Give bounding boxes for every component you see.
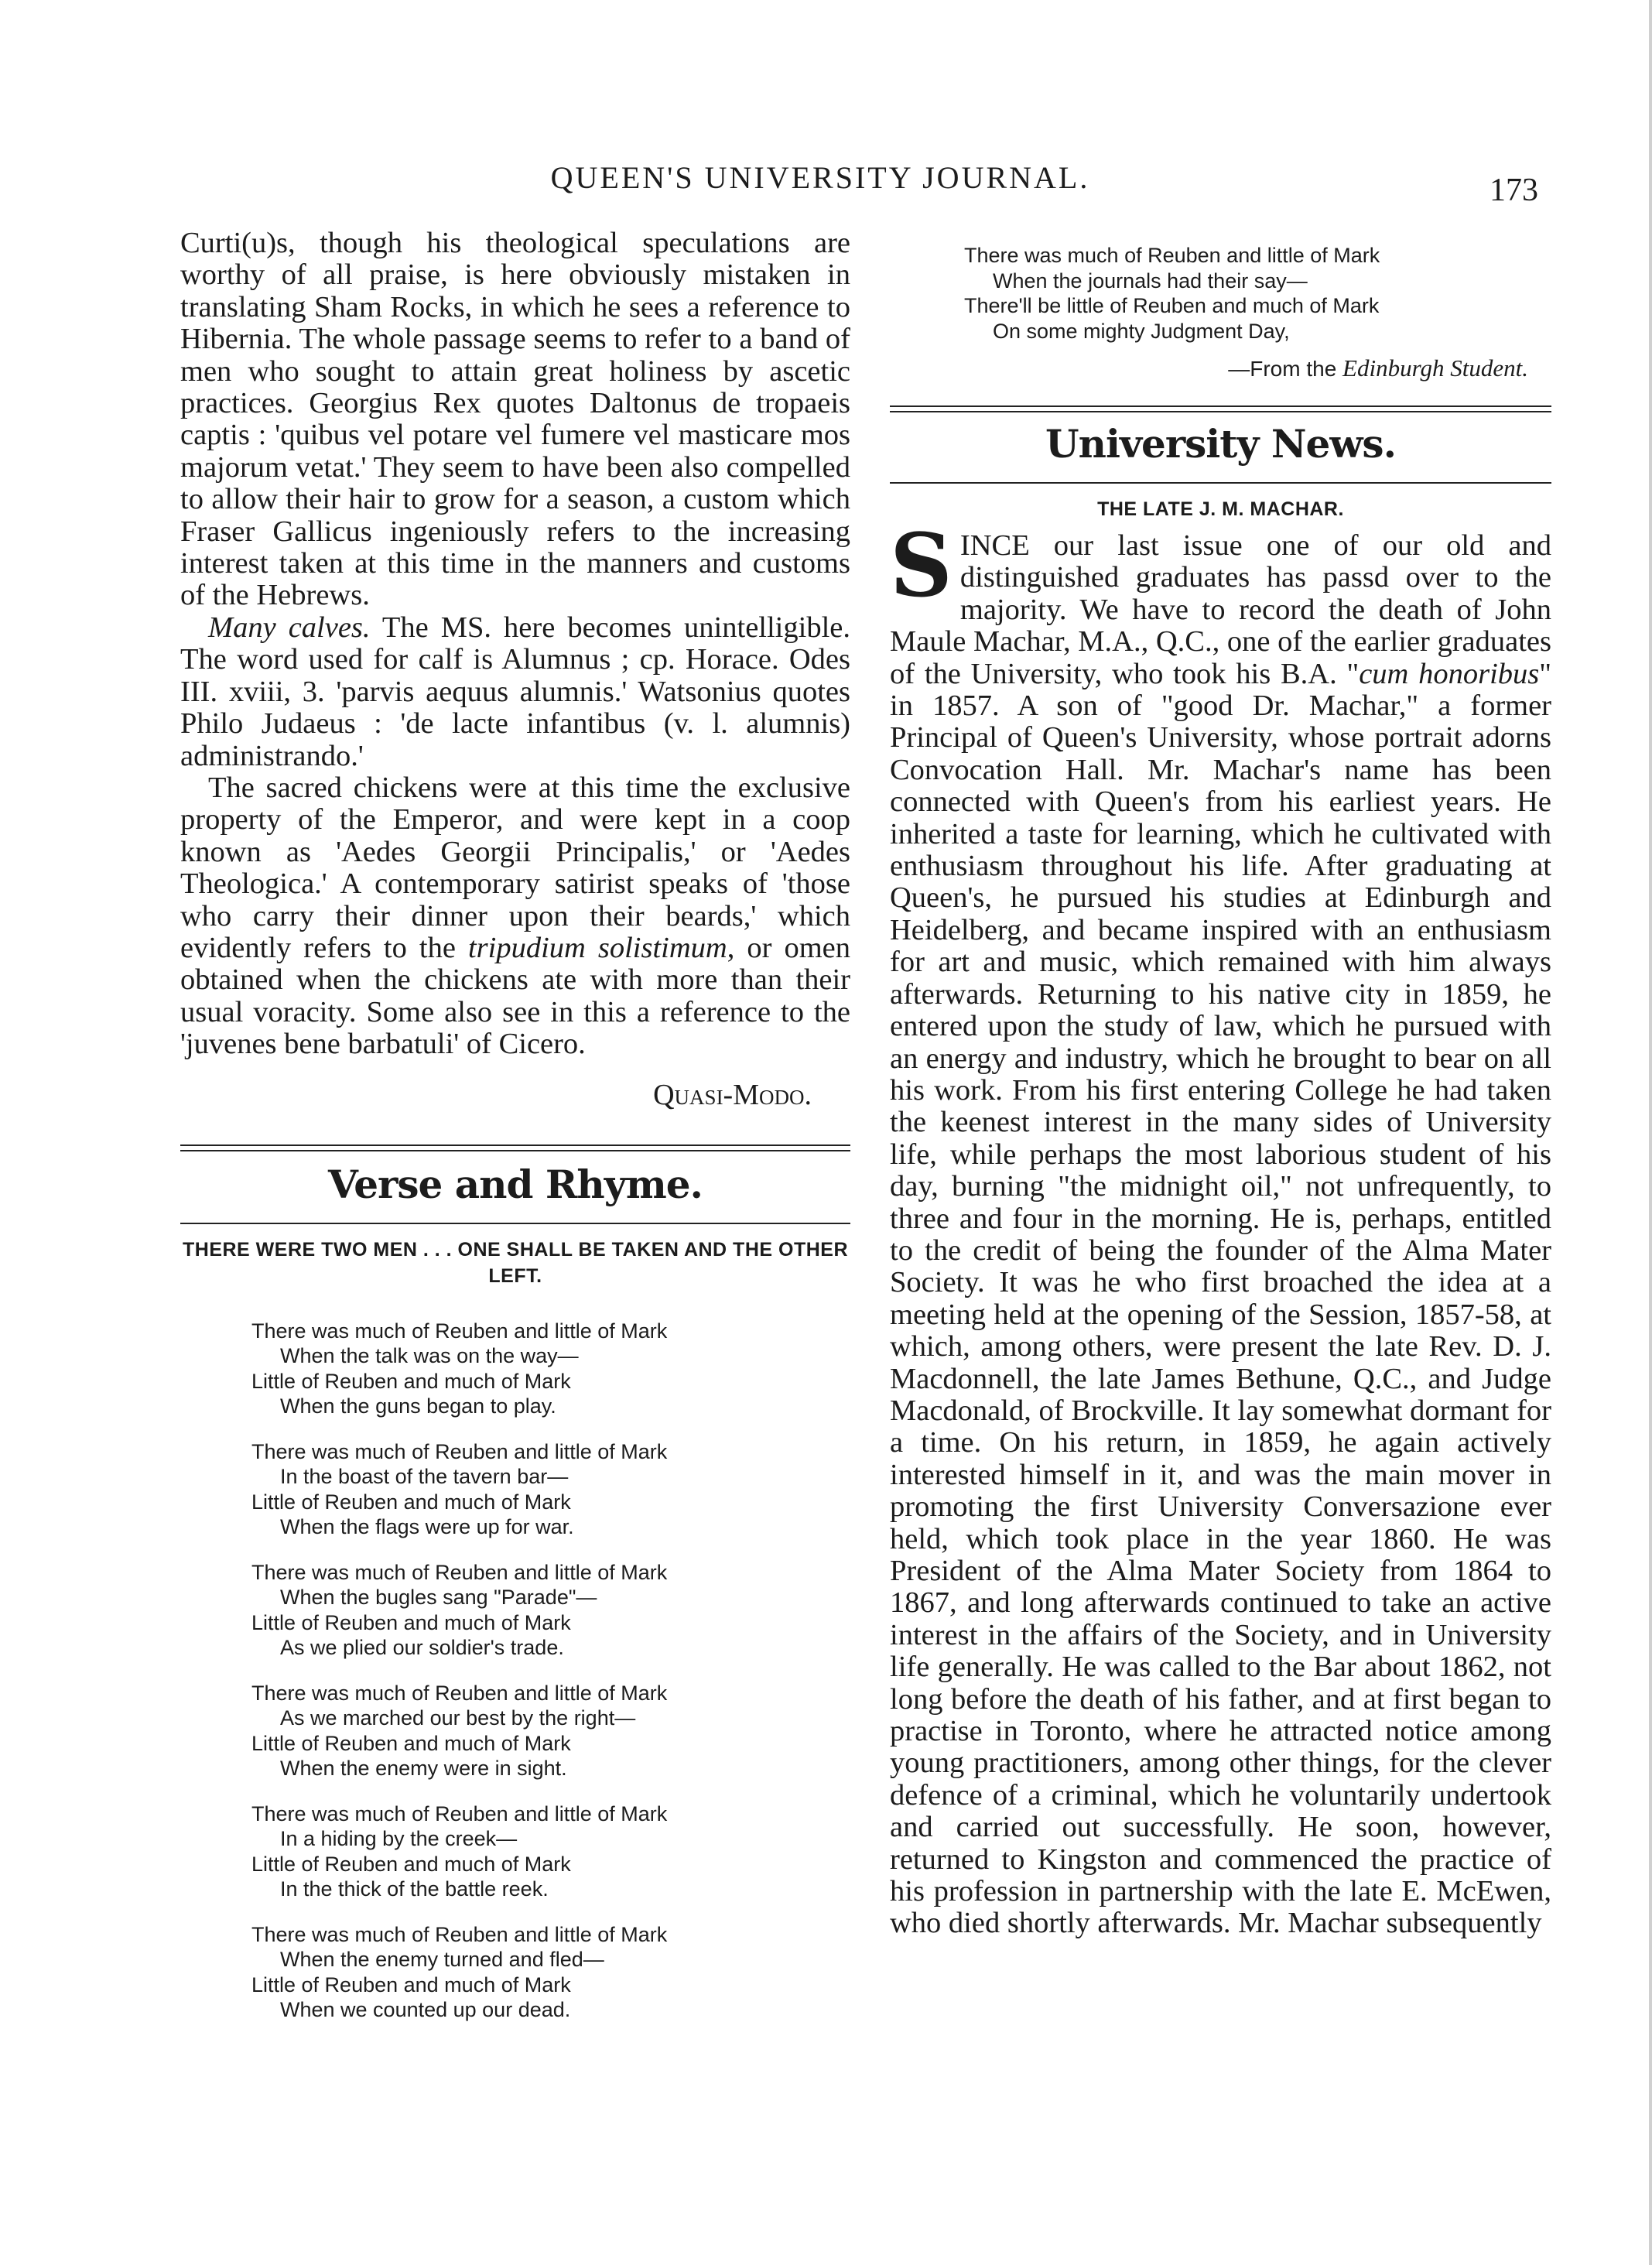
paragraph-text: The MS. here becomes unintelligible. The word used for calf is Alumnus ; cp. Horace. Odes III. xviii, 3. 'parvis aequus alumnis.' Watsonius quotes Philo Judaeus : 'de lacte infantibus (v. l. alumnis) administrando.': [180, 611, 850, 772]
poem-line: When the enemy were in sight.: [280, 1757, 567, 1781]
poem-line: When the flags were up for war.: [280, 1515, 574, 1539]
section-divider: [180, 1144, 850, 1151]
poem-line: When we counted up our dead.: [280, 1998, 571, 2022]
credit-prefix: —From the: [1228, 357, 1343, 381]
paragraph-text: " in 1857. A son of "good Dr. Machar," a former Principal of Queen's University, whose portrait adorns Convocation Hall. Mr. Machar's name has been connected with Queen's from his earliest years. He inherited a taste for learning, which he cultivated with enthusiasm throughout his life. After graduating at Queen's, he pursued his studies at Edinburgh and Heidelberg, and became inspired with an enthusiasm for art and music, which remained with him always afterwards. Returning to his native city in 1859, he entered upon the study of law, which he pursued with an energy and industry, which he brought to bear on all his work. From his first entering College he had taken the keenest interest in the many sides of University life, while perhaps the most laborious student of his day, burning "the midnight oil," not unfrequently, to three and four in the morning. He is, perhaps, entitled to the credit of being the founder of the Alma Mater Society. It was he who first broached the idea at a meeting held at the opening of the Session, 1857-58, at which, among others, were present the late Rev. D. J. Macdonnell, the late James Bethune, Q.C., and Judge Macdonald, of Brockville. It lay somewhat dormant for a time. On his return, in 1859, he again actively interested himself in it, and was the main mover in promoting the first University Conversazione ever held, which took place in the year 1860. He was President of the Alma Mater Society from 1864 to 1867, and long afterwards continued to take an active interest in the affairs of the Society, and in University life generally. He was called to the Bar about 1862, not long before the death of his father, and at first began to practise in Toronto, where he attracted notice among young practitioners, among other things, for the clever defence of a criminal, which he voluntarily undertook and carried out successfully. He soon, however, returned to Kingston and commenced the practice of his profession in partnership with the late E. McEwen, who died shortly afterwards. Mr. Machar subsequently: [890, 657, 1551, 1940]
poem-line: There'll be little of Reuben and much of Mark: [964, 294, 1380, 317]
poem-credit: [890, 354, 1528, 382]
paragraph-curtius: [180, 228, 850, 612]
poem-line: There was much of Reuben and little of Mark: [251, 1922, 668, 1946]
poem-line: In the thick of the battle reek.: [280, 1877, 549, 1901]
poem-line: As we plied our soldier's trade.: [280, 1636, 564, 1660]
right-column: [890, 228, 1551, 1940]
italic-phrase: cum honoribus: [1359, 657, 1540, 690]
signature: Quasi-Modo.: [653, 1078, 812, 1111]
stanza: [964, 243, 1551, 344]
italic-lead: Many calves.: [208, 611, 371, 644]
poem-line: When the guns began to play.: [280, 1394, 556, 1418]
poem-line: There was much of Reuben and little of Mark: [251, 1319, 668, 1343]
section-heading-verse: Verse and Rhyme.: [328, 1161, 703, 1207]
poem-line: Little of Reuben and much of Mark: [251, 1852, 571, 1876]
page-number: 173: [1490, 173, 1538, 208]
article-body: [890, 515, 1551, 1940]
poem: [251, 1319, 850, 2023]
poem-line: There was much of Reuben and little of Mark: [251, 1439, 668, 1463]
poem-line: There was much of Reuben and little of Mark: [251, 1560, 668, 1584]
poem-line: On some mighty Judgment Day,: [993, 319, 1290, 343]
poem-title: THERE WERE TWO MEN . . . ONE SHALL BE TAKEN AND THE OTHER LEFT.: [183, 1238, 848, 1287]
drop-cap: S: [890, 515, 953, 617]
poem-line: Little of Reuben and much of Mark: [251, 1610, 571, 1634]
stanza: [251, 1319, 850, 1419]
poem-line: When the enemy turned and fled—: [280, 1948, 604, 1972]
article-title: THE LATE J. M. MACHAR.: [1097, 498, 1344, 520]
heading-rule: [890, 482, 1551, 484]
stanza: [251, 1681, 850, 1781]
paragraph-text: The sacred chickens were at this time the exclusive property of the Emperor, and were kept in a coop known as 'Aedes Georgii Principalis,' or 'Aedes Theologica.' A contemporary satirist speaks of 'those who carry their dinner upon their beards,' which evidently refers to the: [180, 771, 850, 964]
paragraph-text: INCE our last issue one of our old and distinguished graduates has passd over to the majority. We have to record the death of John Maule Machar, M.A., Q.C., one of the earlier graduates of the University, who took his B.A. ": [890, 529, 1551, 690]
left-prose: [180, 228, 850, 1061]
poem-line: There was much of Reuben and little of Mark: [964, 244, 1380, 267]
paragraph-text: , or omen obtained when the chickens ate with more than their usual voracity. Some also see in this a reference to the 'juvenes bene barbatuli' of Cicero.: [180, 931, 851, 1061]
running-title: QUEEN'S UNIVERSITY JOURNAL.: [550, 160, 1090, 195]
section-heading-university-news: University News.: [1045, 421, 1396, 467]
poem-line: As we marched our best by the right—: [280, 1706, 636, 1730]
section-divider: [890, 405, 1551, 412]
poem-line: Little of Reuben and much of Mark: [251, 1731, 571, 1755]
italic-phrase: tripudium solistimum: [467, 931, 727, 964]
article-paragraph: [890, 515, 1551, 1940]
credit-source: Edinburgh Student.: [1342, 354, 1528, 381]
poem-final-stanza: [964, 243, 1551, 344]
paragraph-many-calves: [180, 612, 850, 772]
paragraph-sacred-chickens: [180, 772, 850, 1061]
left-column: [180, 228, 850, 2043]
stanza: [251, 1439, 850, 1540]
paragraph-text: Curti(u)s, though his theological speculations are worthy of all praise, is here obviously mistaken in translating Sham Rocks, in which he sees a reference to Hibernia. The whole passage seems to refer to a band of men who sought to attain great holiness by ascetic practices. Georgius Rex quotes Daltonus de tropaeis captis : 'quibus vel potare vel fumere vel masticare mos majorum vetat.' They seem to have been also compelled to allow their hair to grow for a season, a custom which Fraser Gallicus ingeniously refers to the increasing interest taken at this time in the manners and customs of the Hebrews.: [180, 227, 850, 612]
poem-line: When the journals had their say—: [993, 269, 1308, 293]
poem-line: In a hiding by the creek—: [280, 1827, 518, 1851]
poem-line: Little of Reuben and much of Mark: [251, 1972, 571, 1996]
poem-line: Little of Reuben and much of Mark: [251, 1369, 571, 1393]
stanza: [251, 1560, 850, 1661]
poem-line: There was much of Reuben and little of Mark: [251, 1801, 668, 1825]
page-edge-shadow: [1649, 0, 1652, 2265]
heading-rule: [180, 1223, 850, 1224]
stanza: [251, 1801, 850, 1902]
stanza: [251, 1922, 850, 2023]
poem-line: In the boast of the tavern bar—: [280, 1465, 569, 1489]
poem-line: Little of Reuben and much of Mark: [251, 1490, 571, 1514]
poem-line: When the talk was on the way—: [280, 1344, 579, 1368]
poem-line: There was much of Reuben and little of Mark: [251, 1681, 668, 1705]
poem-line: When the bugles sang "Parade"—: [280, 1586, 597, 1610]
